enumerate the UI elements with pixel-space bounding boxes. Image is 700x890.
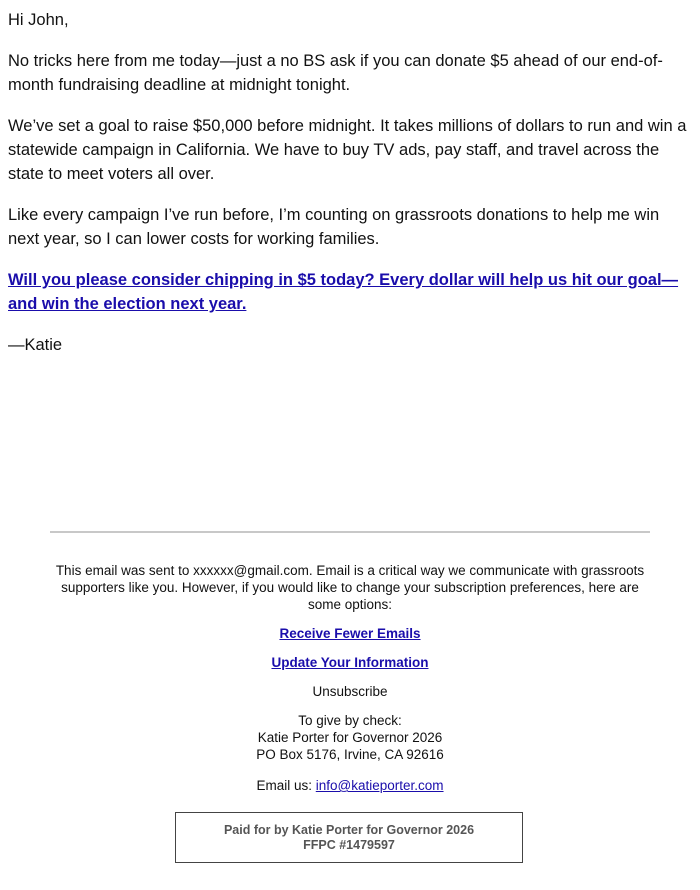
check-name: Katie Porter for Governor 2026 <box>257 730 443 745</box>
footer-notice: This email was sent to xxxxxx@gmail.com. Email is a critical way we communicate with grassroots supporters like you. However, if you would like to change your subscription preferences, here are some options: <box>55 563 645 612</box>
email-us-label: Email us: <box>256 778 312 793</box>
paid-for-disclaimer <box>175 812 523 863</box>
check-heading: To give by check: <box>298 713 402 728</box>
contact-email-link[interactable]: info@katieporter.com <box>315 778 444 793</box>
email-body <box>8 8 688 374</box>
paragraph-grassroots: Like every campaign I’ve run before, I’m counting on grassroots donations to help me win next year, so I can lower costs for working families. <box>8 206 660 248</box>
cta-paragraph <box>8 268 688 316</box>
receive-fewer-emails-link[interactable]: Receive Fewer Emails <box>279 626 421 641</box>
check-address: PO Box 5176, Irvine, CA 92616 <box>256 747 444 762</box>
paid-for-text: Paid for by Katie Porter for Governor 2026 <box>223 823 475 837</box>
update-info-row <box>50 654 650 671</box>
unsubscribe-link[interactable]: Unsubscribe <box>312 684 388 699</box>
greeting: Hi John, <box>8 11 69 29</box>
paragraph-goal: We’ve set a goal to raise $50,000 before midnight. It takes millions of dollars to run and win a statewide campaign in California. We have to buy TV ads, pay staff, and travel across the state to meet voters all over. <box>8 117 687 183</box>
signature: —Katie <box>8 336 63 354</box>
ffpc-number: FFPC #1479597 <box>303 838 395 852</box>
update-information-link[interactable]: Update Your Information <box>271 655 429 670</box>
receive-fewer-row <box>50 625 650 642</box>
paragraph-deadline: No tricks here from me today—just a no BS ask if you can donate $5 ahead of our end-of-month fundraising deadline at midnight tonight. <box>8 52 663 94</box>
email-us-row <box>50 777 650 794</box>
footer-divider <box>50 531 650 533</box>
check-address-block <box>50 712 650 763</box>
donate-cta-link[interactable]: Will you please consider chipping in $5 today? Every dollar will help us hit our goal—and win the election next year. <box>8 271 679 313</box>
email-footer <box>50 562 650 794</box>
